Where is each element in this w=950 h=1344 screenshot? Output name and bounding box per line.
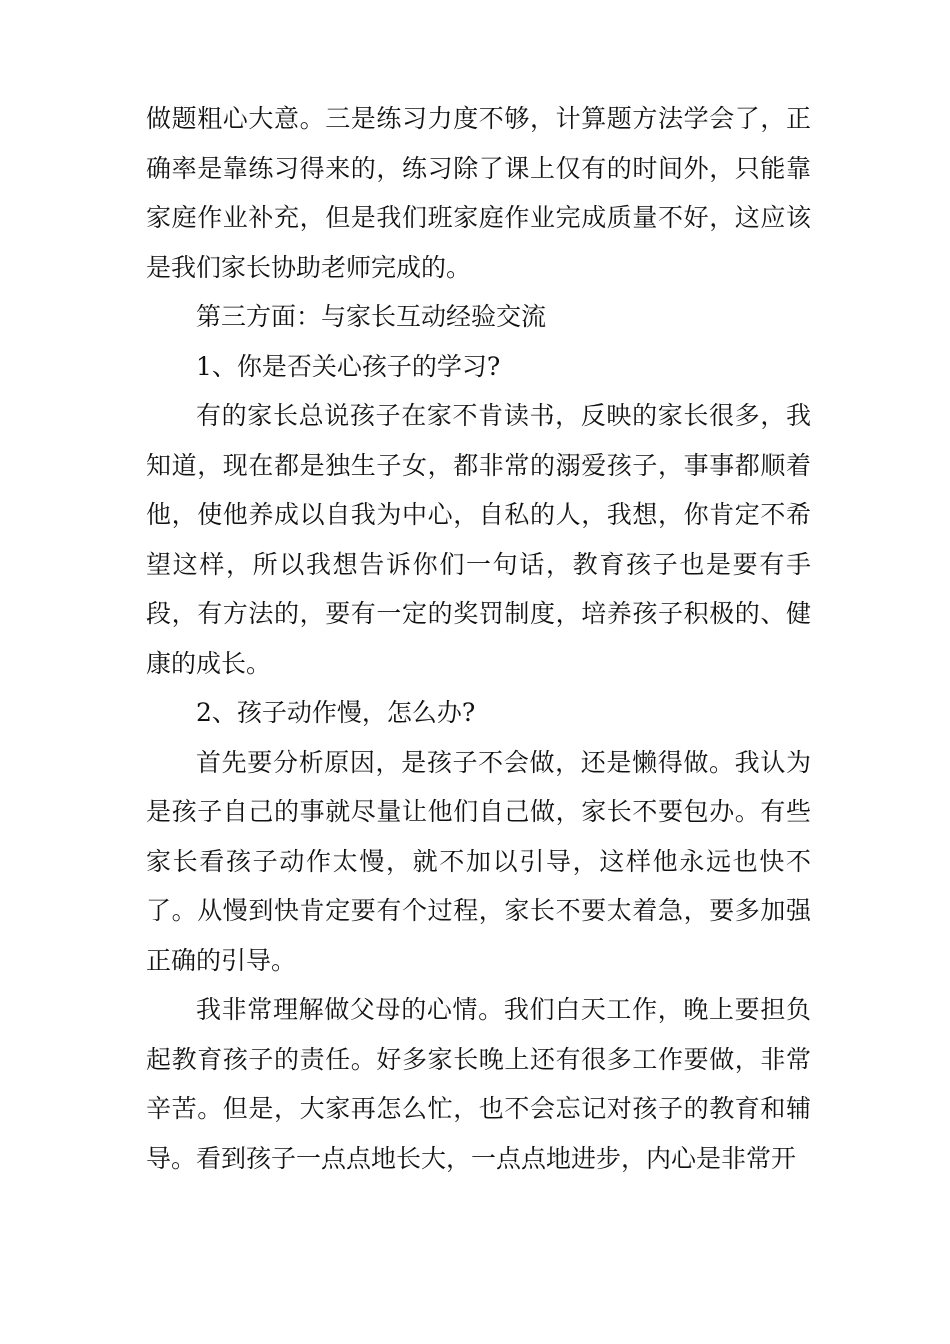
document-page: [146, 94, 811, 1183]
answer-two-paragraph: 首先要分析原因，是孩子不会做，还是懒得做。我认为是孩子自己的事就尽量让他们自己做，家长不要包办。有些家长看孩子动作太慢，就不加以引导，这样他永远也快不了。从慢到快肯定要有个过程，家长不要太着急，要多加强正确的引导。: [146, 747, 811, 975]
question-one: 1、你是否关心孩子的学习?: [196, 351, 501, 381]
paragraph-continuation: 做题粗心大意。三是练习力度不够，计算题方法学会了，正确率是靠练习得来的，练习除了课上仅有的时间外，只能靠家庭作业补充，但是我们班家庭作业完成质量不好，这应该是我们家长协助老师完成的。: [146, 104, 811, 282]
answer-one-paragraph: 有的家长总说孩子在家不肯读书，反映的家长很多，我知道，现在都是独生子女，都非常的溺爱孩子，事事都顺着他，使他养成以自我为中心，自私的人，我想，你肯定不希望这样，所以我想告诉你们一句话，教育孩子也是要有手段，有方法的，要有一定的奖罚制度，培养孩子积极的、健康的成长。: [146, 401, 811, 678]
question-two: 2、孩子动作慢，怎么办?: [196, 698, 476, 727]
closing-paragraph: 我非常理解做父母的心情。我们白天工作，晚上要担负起教育孩子的责任。好多家长晚上还有很多工作要做，非常辛苦。但是，大家再怎么忙，也不会忘记对孩子的教育和辅导。看到孩子一点点地长大，一点点地进步，内心是非常开: [146, 995, 811, 1173]
section-heading-three: 第三方面：与家长互动经验交流: [196, 302, 547, 331]
